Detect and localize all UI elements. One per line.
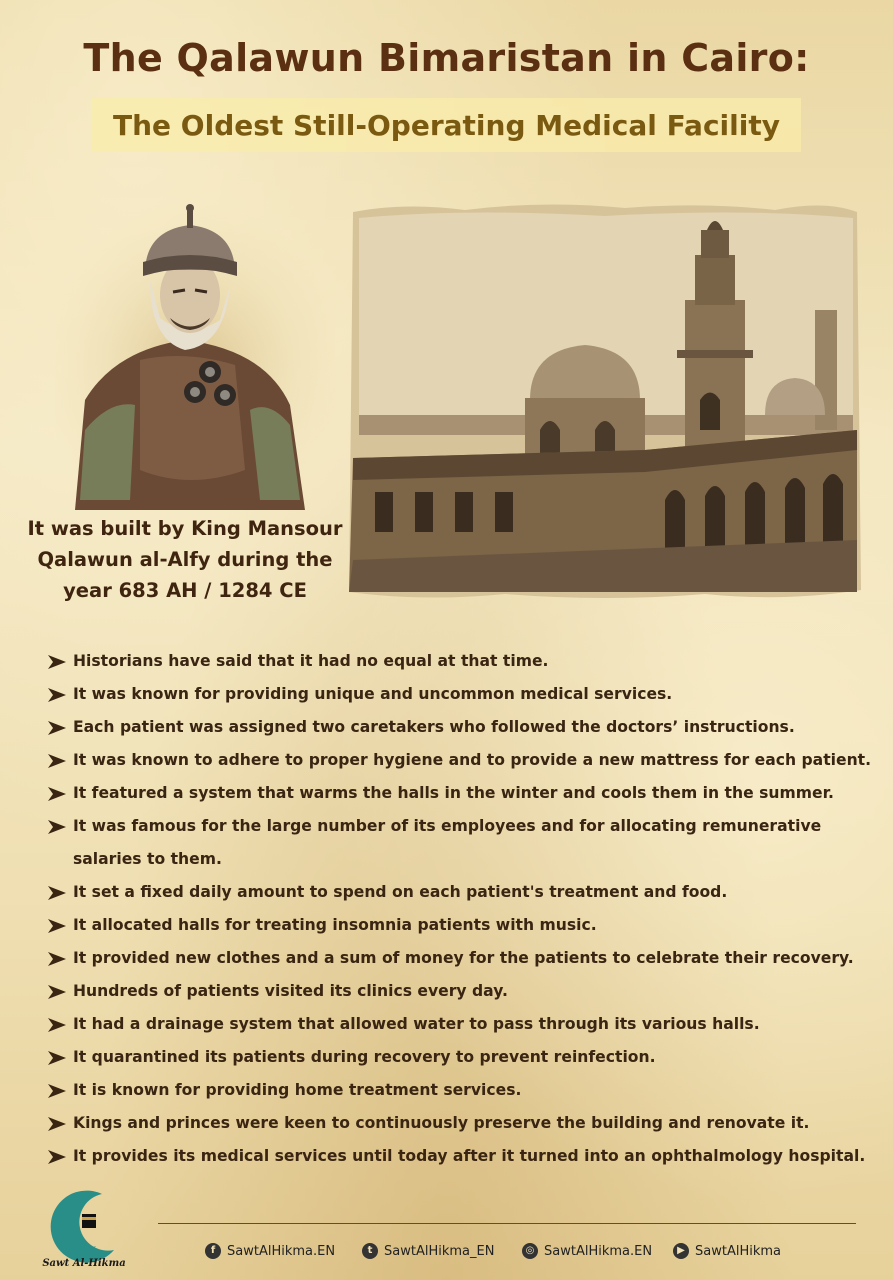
twitter-icon: t bbox=[362, 1243, 378, 1259]
fact-text: It featured a system that warms the halls in the winter and cools them in the summer. bbox=[73, 784, 834, 802]
social-instagram[interactable] bbox=[522, 1243, 652, 1259]
social-facebook[interactable] bbox=[205, 1243, 335, 1259]
fact-text: It provided new clothes and a sum of money for the patients to celebrate their recovery. bbox=[73, 949, 854, 967]
arrow-bullet-icon bbox=[47, 1008, 73, 1041]
built-by-caption: It was built by King Mansour Qalawun al-Alfy during the year 683 AH / 1284 CE bbox=[27, 517, 343, 602]
youtube-icon: ▶ bbox=[673, 1243, 689, 1259]
arrow-bullet-icon bbox=[47, 1041, 73, 1074]
arrow-bullet-icon bbox=[47, 645, 73, 678]
arrow-bullet-icon bbox=[47, 744, 73, 777]
fact-text: It was known to adhere to proper hygiene and to provide a new mattress for each patient. bbox=[73, 751, 872, 769]
social-twitter[interactable] bbox=[362, 1243, 494, 1259]
fact-item bbox=[47, 645, 877, 678]
arrow-bullet-icon bbox=[47, 678, 73, 711]
fact-item bbox=[47, 876, 877, 909]
arrow-bullet-icon bbox=[47, 942, 73, 975]
arrow-bullet-icon bbox=[47, 711, 73, 744]
fact-item bbox=[47, 1140, 877, 1173]
arrow-bullet-icon bbox=[47, 1107, 73, 1140]
fact-item bbox=[47, 942, 877, 975]
fact-text: It provides its medical services until today after it turned into an ophthalmology hospital. bbox=[73, 1147, 866, 1165]
fact-item bbox=[47, 777, 877, 810]
footer-divider bbox=[158, 1223, 856, 1224]
arrow-bullet-icon bbox=[47, 975, 73, 1008]
facts-list bbox=[47, 645, 877, 1173]
arrow-bullet-icon bbox=[47, 1074, 73, 1107]
fact-item bbox=[47, 1008, 877, 1041]
fact-text: Each patient was assigned two caretakers who followed the doctors’ instructions. bbox=[73, 718, 795, 736]
page-title: The Qalawun Bimaristan in Cairo: bbox=[83, 36, 810, 80]
fact-text: It set a fixed daily amount to spend on each patient's treatment and food. bbox=[73, 883, 728, 901]
fact-item bbox=[47, 909, 877, 942]
fact-text: It is known for providing home treatment services. bbox=[73, 1081, 522, 1099]
subtitle-band bbox=[92, 98, 801, 152]
fact-item bbox=[47, 678, 877, 711]
fact-text: It had a drainage system that allowed water to pass through its various halls. bbox=[73, 1015, 760, 1033]
fact-text: It was known for providing unique and uncommon medical services. bbox=[73, 685, 673, 703]
social-facebook-label: SawtAlHikma.EN bbox=[227, 1243, 336, 1259]
facebook-icon: f bbox=[205, 1243, 221, 1259]
arrow-bullet-icon bbox=[47, 810, 73, 843]
fact-text: Historians have said that it had no equal at that time. bbox=[73, 652, 549, 670]
fact-item bbox=[47, 1107, 877, 1140]
fact-item bbox=[47, 1074, 877, 1107]
fact-item bbox=[47, 975, 877, 1008]
arrow-bullet-icon bbox=[47, 1140, 73, 1173]
king-portrait-image bbox=[55, 200, 335, 510]
social-instagram-label: SawtAlHikma.EN bbox=[544, 1243, 653, 1259]
social-links bbox=[0, 1243, 893, 1265]
fact-text: It was famous for the large number of its employees and for allocating remunerative salaries to them. bbox=[73, 817, 822, 868]
social-youtube-label: SawtAlHikma bbox=[695, 1243, 781, 1259]
bimaristan-photo-image bbox=[345, 200, 863, 602]
fact-text: It quarantined its patients during recovery to prevent reinfection. bbox=[73, 1048, 656, 1066]
fact-text: It allocated halls for treating insomnia patients with music. bbox=[73, 916, 597, 934]
page-subtitle: The Oldest Still-Operating Medical Facility bbox=[113, 108, 780, 142]
fact-item bbox=[47, 1041, 877, 1074]
fact-item bbox=[47, 744, 877, 777]
instagram-icon: ◎ bbox=[522, 1243, 538, 1259]
logo-wordmark: Sawt Al-Hikma bbox=[42, 1258, 126, 1269]
social-twitter-label: SawtAlHikma_EN bbox=[384, 1243, 495, 1259]
arrow-bullet-icon bbox=[47, 876, 73, 909]
arrow-bullet-icon bbox=[47, 909, 73, 942]
arrow-bullet-icon bbox=[47, 777, 73, 810]
social-youtube[interactable] bbox=[673, 1243, 781, 1259]
fact-text: Hundreds of patients visited its clinics every day. bbox=[73, 982, 508, 1000]
fact-item bbox=[47, 711, 877, 744]
fact-text: Kings and princes were keen to continuously preserve the building and renovate it. bbox=[73, 1114, 810, 1132]
fact-item bbox=[47, 810, 877, 876]
